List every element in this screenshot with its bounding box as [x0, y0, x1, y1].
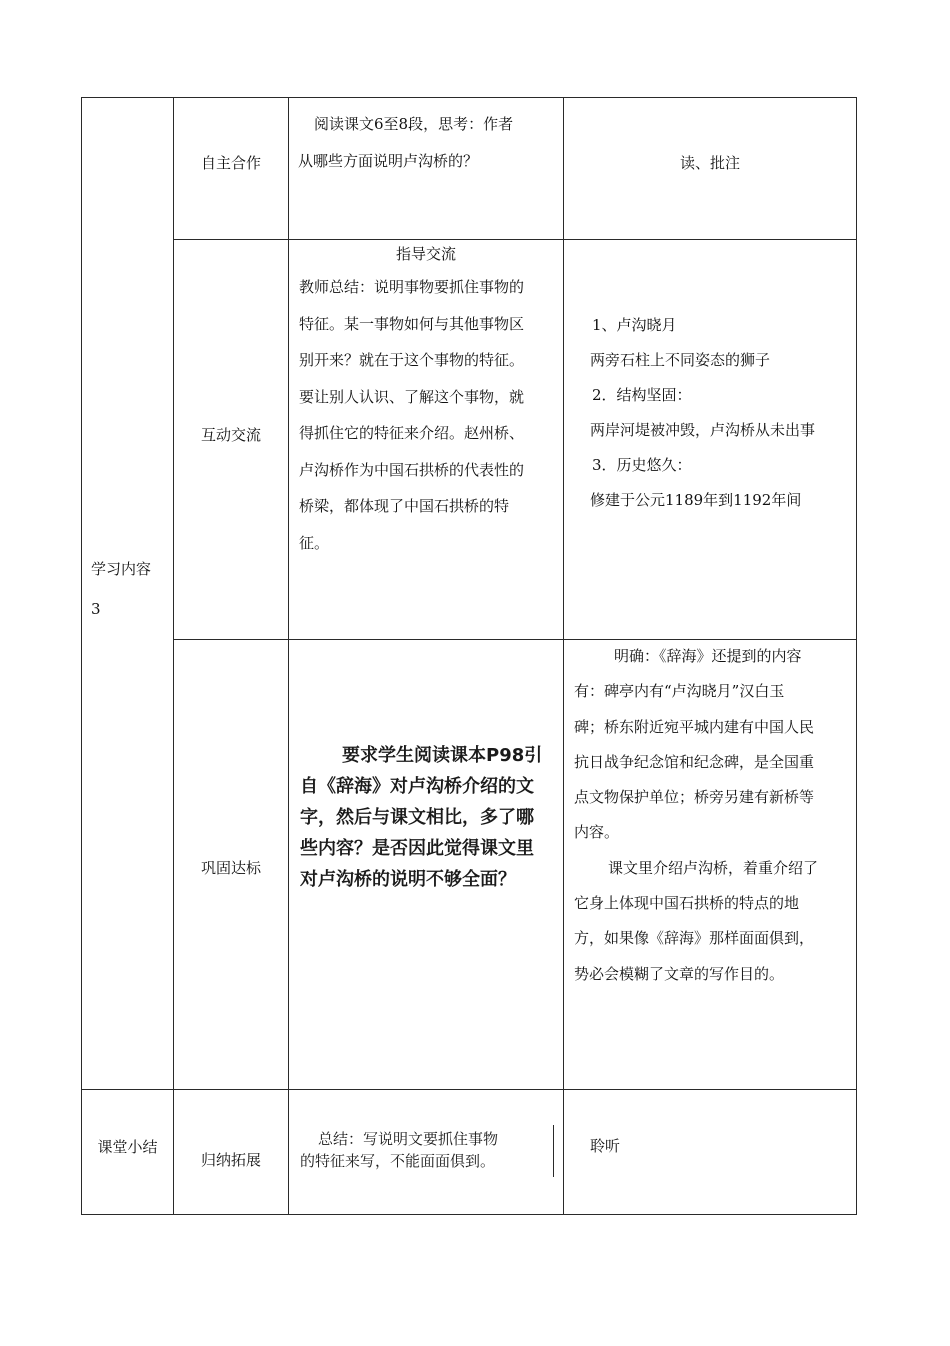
column-divider: [173, 97, 174, 1215]
stage-self-study: 自主合作: [200, 154, 261, 172]
table-border-left: [81, 97, 82, 1215]
table-border-bottom: [81, 1214, 857, 1215]
row-divider: [173, 239, 857, 240]
interaction-heading: 指导交流: [395, 245, 456, 263]
stage-interaction: 互动交流: [200, 426, 261, 444]
student-activity-summary: 聆听: [590, 1137, 621, 1155]
student-activity-self-study: 读、批注: [679, 154, 740, 172]
column-divider: [563, 97, 564, 1215]
stage-summary: 归纳拓展: [200, 1151, 261, 1169]
row-divider: [81, 1089, 857, 1090]
table-border-right: [856, 97, 857, 1215]
student-notes-interaction: 1、卢沟晓月 两旁石柱上不同姿态的狮子 2．结构坚固： 两岸河堤被冲毁，卢沟桥从未出事 3．历史悠久： 修建于公元1189年到1192年间: [590, 316, 816, 509]
consolidation-task: 要求学生阅读课本P98引 自《辞海》对卢沟桥介绍的文 字，然后与课文相比，多了哪 些内容？是否因此觉得课文里 对卢沟桥的说明不够全面？: [300, 745, 543, 890]
stage-consolidation: 巩固达标: [200, 859, 261, 877]
section-label-learning-content: 学习内容 3: [91, 560, 152, 618]
summary-content: 总结：写说明文要抓住事物 的特征来写，不能面面俱到。: [300, 1130, 499, 1170]
section-label-summary: 课堂小结: [97, 1138, 158, 1156]
table-border-top: [81, 97, 857, 98]
consolidation-answer: 明确：《辞海》还提到的内容 有：碑亭内有“卢沟晓月”汉白玉 碑；桥东附近宛平城内建有中国人民 抗日战争纪念馆和纪念碑，是全国重 点文物保护单位；桥旁另建有新桥等 内容。 课文里介绍卢沟桥，着重介绍了 它身上体现中国石拱桥的特点的地 方，如果像《辞海》那样面面俱到， 势必会模糊了文章的写作目的。: [574, 647, 819, 983]
activity-self-study: 阅读课文6至8段，思考：作者 从哪些方面说明卢沟桥的？: [298, 115, 514, 170]
column-divider: [288, 97, 289, 1215]
teacher-summary: 教师总结：说明事物要抓住事物的 特征。某一事物如何与其他事物区 别开来？就在于这个事物的特征。 要让别人认识、了解这个事物，就 得抓住它的特征来介绍。赵州桥、 卢沟桥作为中国石拱桥的代表性的 桥梁，都体现了中国石拱桥的特 征。: [299, 278, 525, 552]
